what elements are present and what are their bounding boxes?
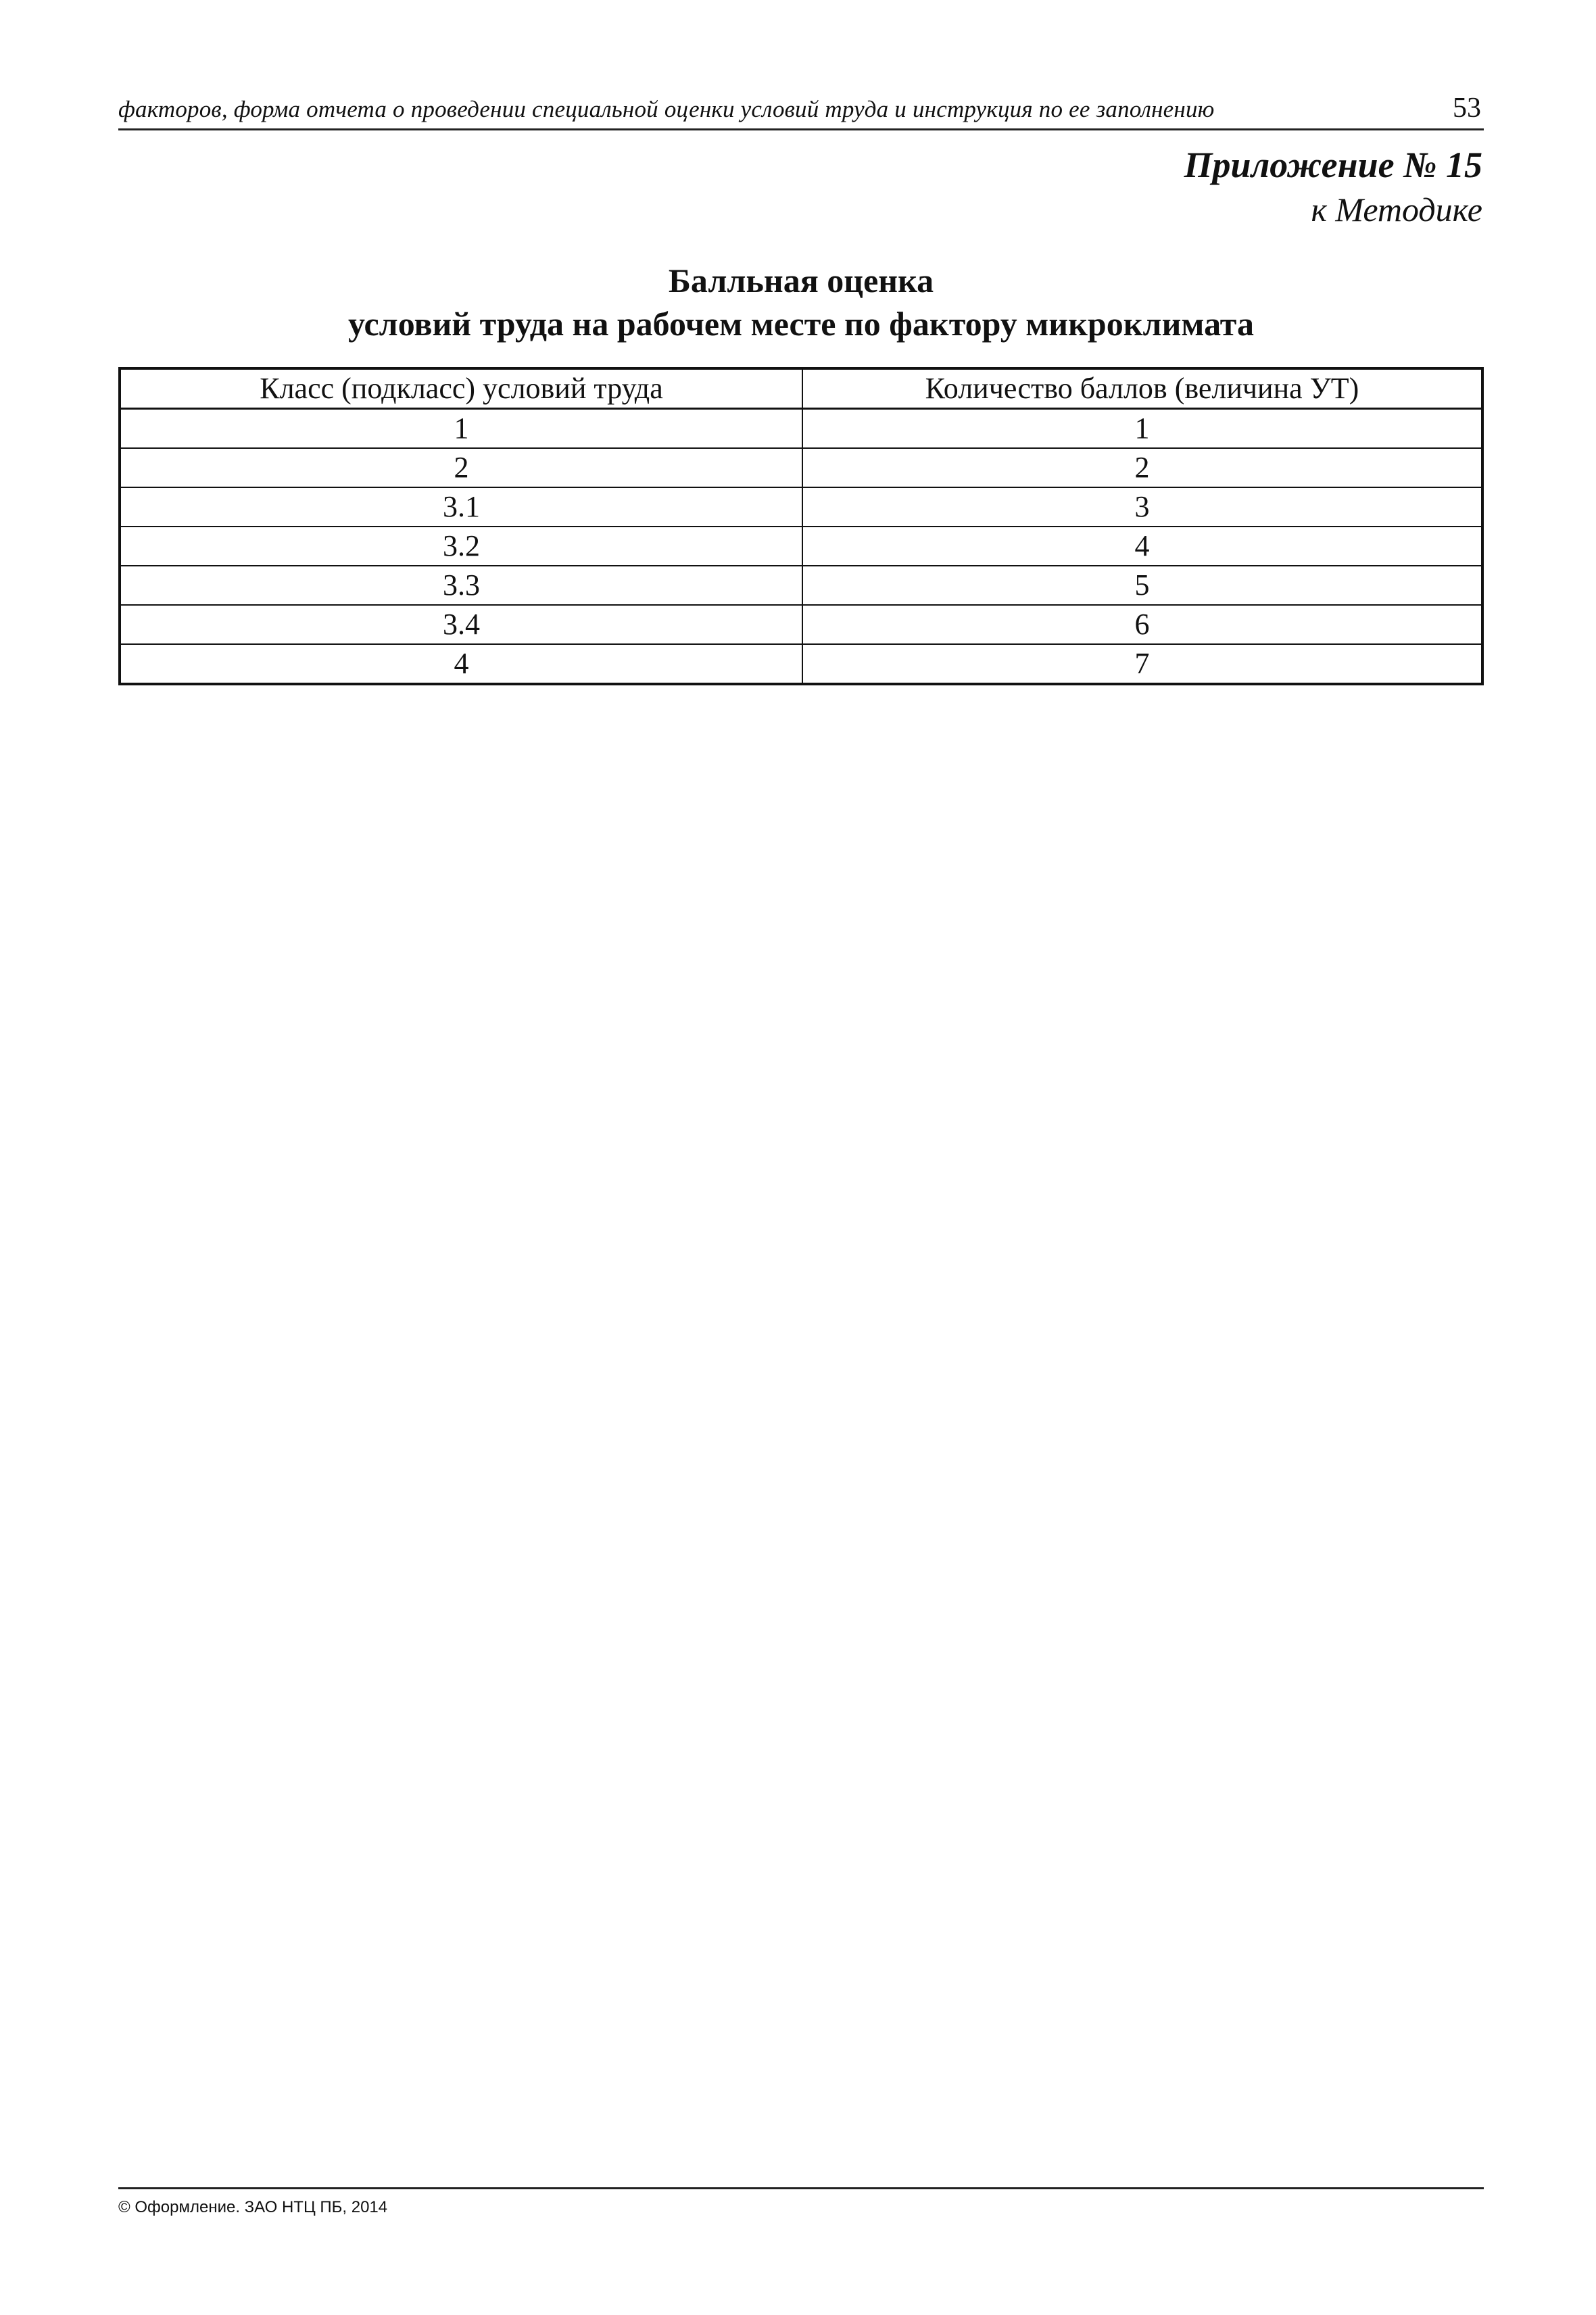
page-number: 53: [1453, 93, 1481, 124]
points-cell: 2: [802, 448, 1482, 487]
table-row: [120, 566, 1482, 605]
class-cell: 2: [120, 448, 802, 487]
points-cell: 4: [802, 527, 1482, 566]
footer-divider: [118, 2187, 1484, 2189]
table-header-row: [120, 368, 1482, 409]
table-row: [120, 448, 1482, 487]
points-cell: 3: [802, 487, 1482, 527]
class-cell: 3.3: [120, 566, 802, 605]
running-head: [118, 87, 1484, 130]
class-cell: 3.2: [120, 527, 802, 566]
running-head-text: факторов, форма отчета о проведении специальной оценки условий труда и инструкция по ее заполнению: [118, 96, 1215, 122]
document-title: [118, 259, 1484, 345]
document-title-line-2: условий труда на рабочем месте по фактору микроклимата: [348, 305, 1254, 343]
column-header-points: Количество баллов (величина УТ): [802, 368, 1482, 409]
footer-copyright: © Оформление. ЗАО НТЦ ПБ, 2014: [118, 2198, 388, 2216]
points-cell: 5: [802, 566, 1482, 605]
appendix-label: [1184, 142, 1482, 231]
table-row: [120, 605, 1482, 644]
appendix-subtitle: к Методике: [1311, 191, 1482, 228]
points-cell: 7: [802, 644, 1482, 684]
class-cell: 3.1: [120, 487, 802, 527]
table-row: [120, 644, 1482, 684]
table-row: [120, 409, 1482, 449]
class-cell: 3.4: [120, 605, 802, 644]
score-table: [118, 367, 1484, 685]
table-row: [120, 527, 1482, 566]
points-cell: 6: [802, 605, 1482, 644]
column-header-class: Класс (подкласс) условий труда: [120, 368, 802, 409]
appendix-title: Приложение № 15: [1184, 145, 1482, 185]
class-cell: 4: [120, 644, 802, 684]
table-row: [120, 487, 1482, 527]
class-cell: 1: [120, 409, 802, 449]
document-title-line-1: Балльная оценка: [668, 262, 934, 299]
points-cell: 1: [802, 409, 1482, 449]
